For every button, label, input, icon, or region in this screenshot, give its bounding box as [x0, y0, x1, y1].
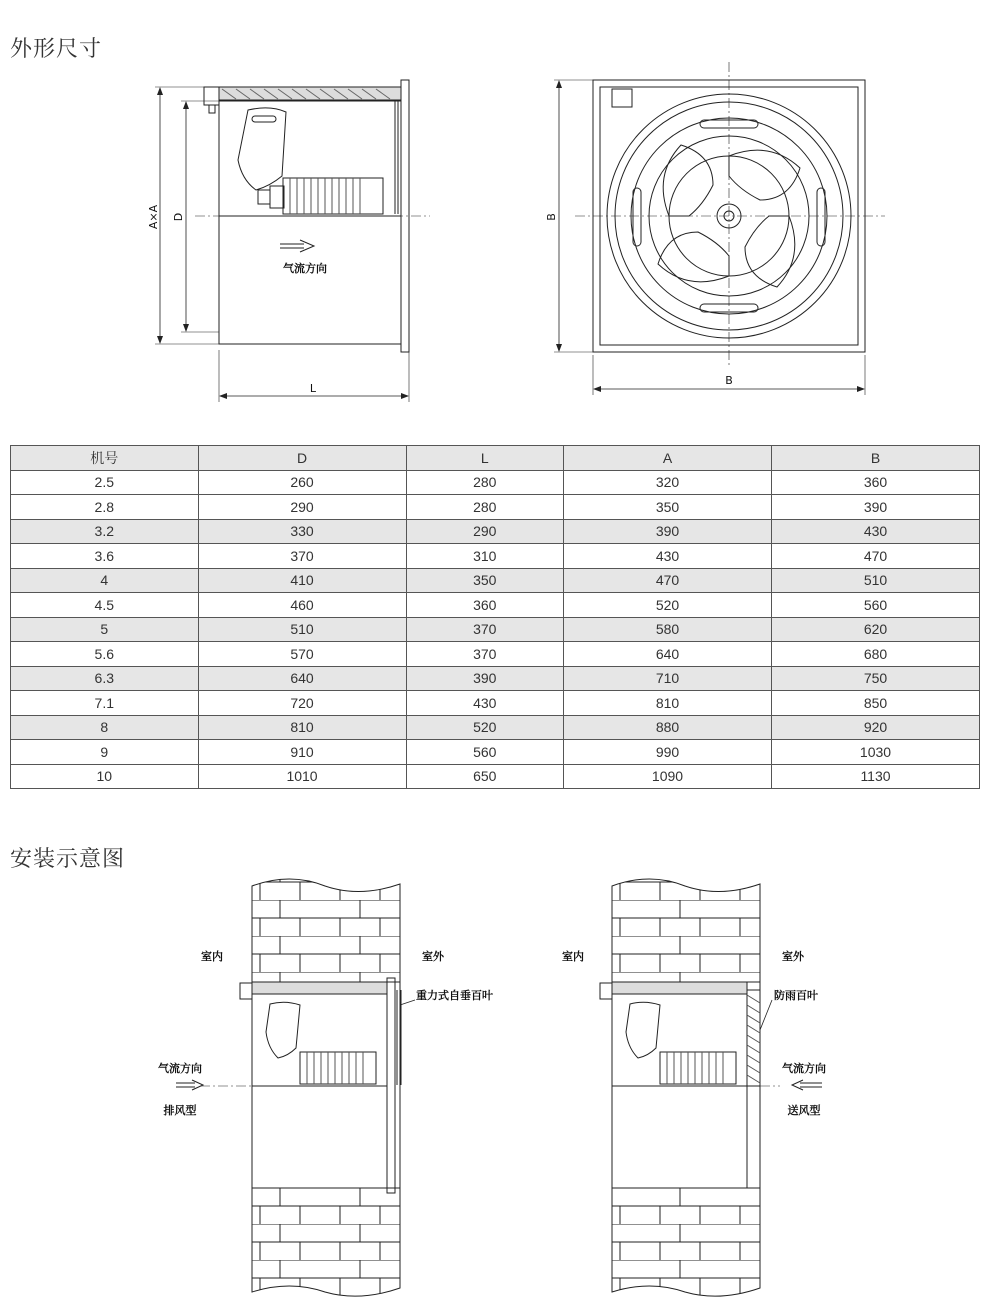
cell: 9: [11, 740, 199, 765]
cell: 5.6: [11, 642, 199, 667]
left-airflow-label: 气流方向: [158, 1062, 202, 1075]
dimensions-section-title: 外形尺寸: [10, 37, 103, 62]
cell: 710: [564, 666, 772, 691]
cell: 2.8: [11, 495, 199, 520]
cell: 620: [771, 617, 979, 642]
cell: 330: [198, 519, 406, 544]
right-install: [600, 879, 822, 1296]
cell: 410: [198, 568, 406, 593]
header-b: B: [771, 446, 979, 471]
cell: 810: [564, 691, 772, 716]
front-view-drawing: [540, 0, 900, 420]
header-d: D: [198, 446, 406, 471]
header-a: A: [564, 446, 772, 471]
right-airflow-label: 气流方向: [782, 1062, 826, 1075]
header-model: 机号: [11, 446, 199, 471]
cell: 1030: [771, 740, 979, 765]
cell: 3.6: [11, 544, 199, 569]
cell: 910: [198, 740, 406, 765]
cell: 650: [406, 764, 564, 789]
left-indoor-label: 室内: [201, 950, 223, 963]
cell: 3.2: [11, 519, 199, 544]
label-d: D: [172, 212, 185, 222]
cell: 4: [11, 568, 199, 593]
left-type-label: 排风型: [163, 1104, 197, 1117]
left-louver-label: 重力式自垂百叶: [416, 989, 493, 1002]
cell: 370: [198, 544, 406, 569]
cell: 10: [11, 764, 199, 789]
label-b-vertical: B: [545, 213, 558, 221]
cell: 810: [198, 715, 406, 740]
cell: 360: [406, 593, 564, 618]
cell: 510: [198, 617, 406, 642]
cell: 640: [198, 666, 406, 691]
cell: 990: [564, 740, 772, 765]
cell: 390: [771, 495, 979, 520]
right-indoor-label: 室内: [562, 950, 584, 963]
cell: 880: [564, 715, 772, 740]
table-row: [11, 495, 980, 520]
table-row: [11, 470, 980, 495]
table-row: [11, 593, 980, 618]
cell: 350: [406, 568, 564, 593]
cell: 370: [406, 642, 564, 667]
right-louver-label: 防雨百叶: [774, 989, 818, 1002]
cell: 850: [771, 691, 979, 716]
table-row: [11, 764, 980, 789]
installation-section-title: 安装示意图: [10, 847, 126, 872]
cell: 1130: [771, 764, 979, 789]
cell: 6.3: [11, 666, 199, 691]
cell: 520: [406, 715, 564, 740]
cell: 260: [198, 470, 406, 495]
airflow-label: 气流方向: [283, 262, 327, 275]
cell: 520: [564, 593, 772, 618]
cell: 7.1: [11, 691, 199, 716]
cell: 430: [564, 544, 772, 569]
cell: 370: [406, 617, 564, 642]
cell: 4.5: [11, 593, 199, 618]
label-l: L: [309, 382, 317, 395]
cell: 920: [771, 715, 979, 740]
cell: 1010: [198, 764, 406, 789]
cell: 290: [406, 519, 564, 544]
cell: 580: [564, 617, 772, 642]
left-outdoor-label: 室外: [422, 950, 444, 963]
cell: 2.5: [11, 470, 199, 495]
table-header-row: [11, 446, 980, 471]
cell: 320: [564, 470, 772, 495]
table-row: [11, 740, 980, 765]
cell: 430: [406, 691, 564, 716]
cell: 350: [564, 495, 772, 520]
table-row: [11, 715, 980, 740]
cell: 5: [11, 617, 199, 642]
cell: 470: [564, 568, 772, 593]
cell: 290: [198, 495, 406, 520]
cell: 680: [771, 642, 979, 667]
table-row: [11, 568, 980, 593]
cell: 280: [406, 495, 564, 520]
header-l: L: [406, 446, 564, 471]
table-row: [11, 617, 980, 642]
cell: 8: [11, 715, 199, 740]
cell: 640: [564, 642, 772, 667]
cell: 430: [771, 519, 979, 544]
cell: 570: [198, 642, 406, 667]
cell: 470: [771, 544, 979, 569]
cell: 1090: [564, 764, 772, 789]
cell: 720: [198, 691, 406, 716]
right-outdoor-label: 室外: [782, 950, 804, 963]
cell: 560: [771, 593, 979, 618]
table-row: [11, 642, 980, 667]
label-axa: A×A: [147, 204, 160, 230]
cell: 280: [406, 470, 564, 495]
cell: 460: [198, 593, 406, 618]
table-row: [11, 519, 980, 544]
table-row: [11, 691, 980, 716]
table-row: [11, 544, 980, 569]
cell: 560: [406, 740, 564, 765]
side-view-drawing: [0, 0, 440, 420]
cell: 510: [771, 568, 979, 593]
left-install: [176, 879, 415, 1296]
cell: 390: [406, 666, 564, 691]
cell: 390: [564, 519, 772, 544]
cell: 360: [771, 470, 979, 495]
dimensions-table: [10, 445, 980, 789]
cell: 750: [771, 666, 979, 691]
installation-drawing: [0, 860, 1000, 1305]
cell: 310: [406, 544, 564, 569]
right-type-label: 送风型: [787, 1104, 821, 1117]
table-row: [11, 666, 980, 691]
label-b-horizontal: B: [725, 374, 733, 387]
